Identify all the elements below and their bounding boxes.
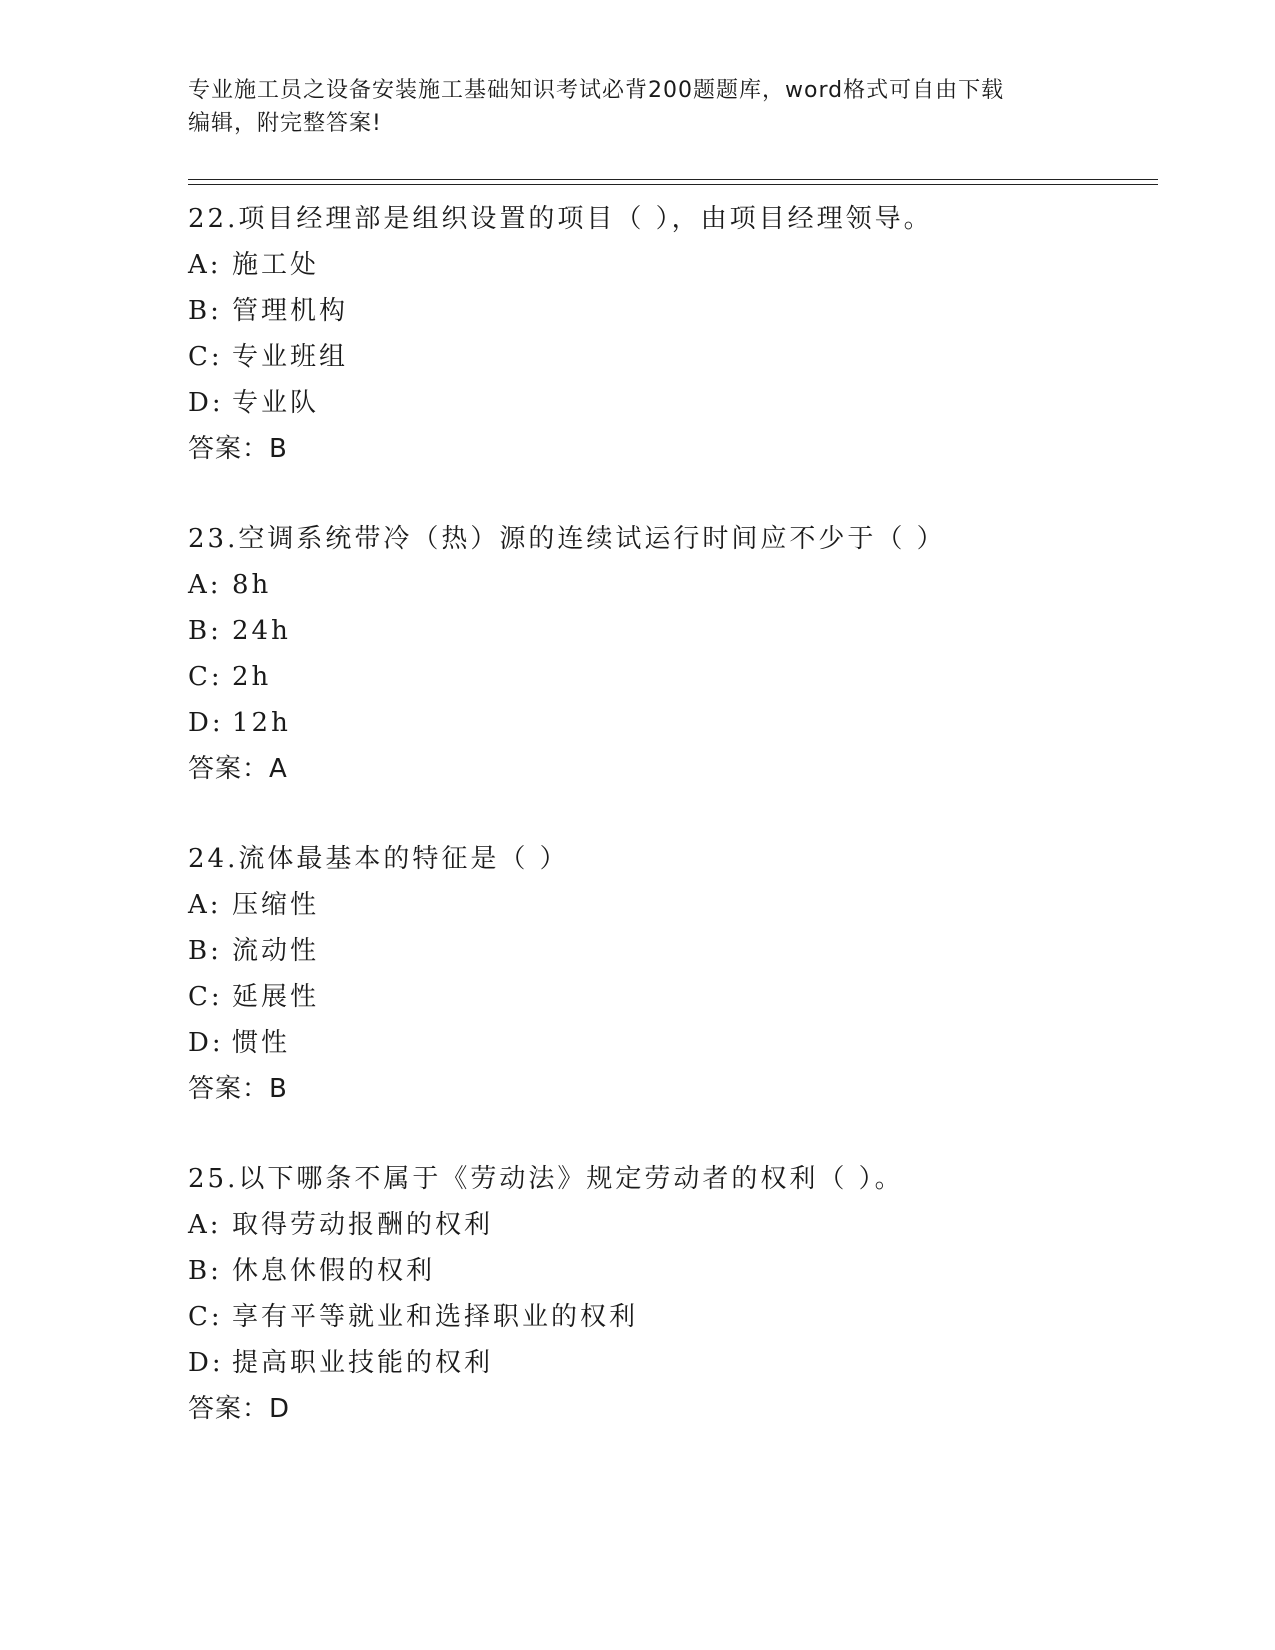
option-letter: B: <box>188 936 222 966</box>
header-line-2: 编辑，附完整答案! <box>188 111 382 136</box>
question-block <box>188 516 1148 792</box>
option-letter: C: <box>188 342 223 372</box>
option-c <box>188 334 1148 380</box>
answer-line: 答案：B <box>188 1074 288 1104</box>
question-stem: 24.流体最基本的特征是（ ） <box>188 844 569 874</box>
option-text: 12h <box>232 708 291 738</box>
option-c <box>188 1294 1148 1340</box>
option-letter: B: <box>188 616 222 646</box>
option-text: 管理机构 <box>232 296 349 326</box>
document-header <box>188 74 1088 140</box>
option-a <box>188 242 1148 288</box>
question-block <box>188 1156 1148 1432</box>
option-c <box>188 654 1148 700</box>
option-a <box>188 1202 1148 1248</box>
option-c <box>188 974 1148 1020</box>
header-divider-top <box>188 179 1158 180</box>
option-letter: C: <box>188 1302 223 1332</box>
answer-line: 答案：D <box>188 1394 291 1424</box>
option-text: 专业班组 <box>232 342 349 372</box>
option-text: 施工处 <box>232 250 320 280</box>
answer-line: 答案：B <box>188 434 288 464</box>
option-text: 休息休假的权利 <box>232 1256 436 1286</box>
option-text: 流动性 <box>232 936 320 966</box>
option-letter: B: <box>188 296 222 326</box>
option-d <box>188 700 1148 746</box>
question-stem: 22.项目经理部是组织设置的项目（ ），由项目经理领导。 <box>188 204 933 234</box>
option-text: 压缩性 <box>232 890 320 920</box>
option-d <box>188 1020 1148 1066</box>
header-line-1: 专业施工员之设备安装施工基础知识考试必背200题题库，word格式可自由下载 <box>188 78 1005 103</box>
option-letter: C: <box>188 982 223 1012</box>
header-divider-bottom <box>188 184 1158 185</box>
option-a <box>188 562 1148 608</box>
option-d <box>188 380 1148 426</box>
question-stem: 23.空调系统带冷（热）源的连续试运行时间应不少于（ ） <box>188 524 946 554</box>
option-b <box>188 1248 1148 1294</box>
option-letter: D: <box>188 1348 224 1378</box>
option-text: 8h <box>232 570 272 600</box>
option-b <box>188 608 1148 654</box>
option-a <box>188 882 1148 928</box>
option-text: 2h <box>232 662 272 692</box>
answer-line: 答案：A <box>188 754 288 784</box>
option-text: 提高职业技能的权利 <box>232 1348 494 1378</box>
option-letter: A: <box>188 570 222 600</box>
option-letter: A: <box>188 890 222 920</box>
option-text: 专业队 <box>232 388 320 418</box>
option-letter: B: <box>188 1256 222 1286</box>
option-letter: C: <box>188 662 223 692</box>
question-block <box>188 836 1148 1112</box>
option-letter: A: <box>188 1210 222 1240</box>
option-text: 24h <box>232 616 291 646</box>
option-letter: D: <box>188 708 224 738</box>
option-b <box>188 928 1148 974</box>
option-d <box>188 1340 1148 1386</box>
option-letter: D: <box>188 388 224 418</box>
option-letter: A: <box>188 250 222 280</box>
option-text: 惯性 <box>232 1028 291 1058</box>
option-text: 取得劳动报酬的权利 <box>232 1210 494 1240</box>
question-block <box>188 196 1148 472</box>
option-b <box>188 288 1148 334</box>
question-stem: 25.以下哪条不属于《劳动法》规定劳动者的权利（ ）。 <box>188 1164 904 1194</box>
option-text: 延展性 <box>232 982 320 1012</box>
option-letter: D: <box>188 1028 224 1058</box>
option-text: 享有平等就业和选择职业的权利 <box>232 1302 639 1332</box>
